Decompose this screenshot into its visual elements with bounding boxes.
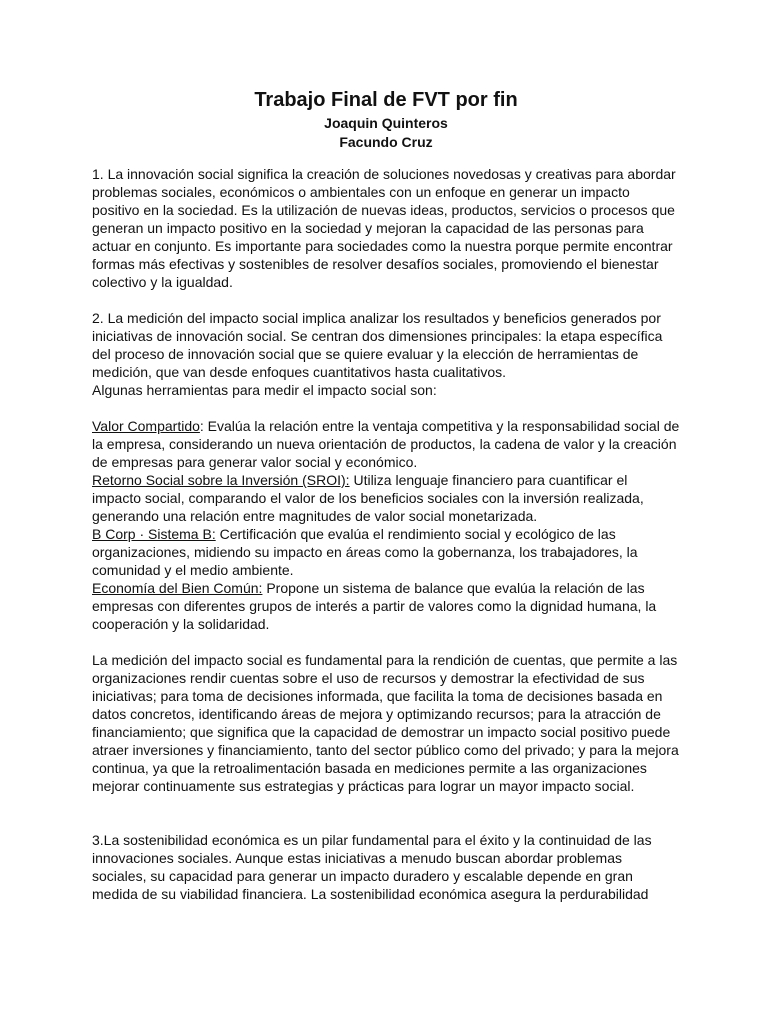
section-2-intro-paragraph: 2. La medición del impacto social implica analizar los resultados y beneficios generados por iniciativas de innovación social. Se centran dos dimensiones principales: la etapa específica del proceso de innovación social que se quiere evaluar y la elección de herramientas de medición, que van desde enfoques cuantitativos hasta cualitativos. — [92, 310, 663, 380]
tool-item-b-corp — [92, 525, 680, 579]
tool-item-valor-compartido — [92, 417, 680, 471]
section-1-paragraph: 1. La innovación social significa la creación de soluciones novedosas y creativas para abordar problemas sociales, económicos o ambientales con un enfoque en generar un impacto positivo en la sociedad. Es la utilización de nuevas ideas, productos, servicios o procesos que generan un impacto positivo en la sociedad y mejoran la capacidad de las personas para actuar en conjunto. Es importante para sociedades como la nuestra porque permite encontrar formas más efectivas y sostenibles de resolver desafíos sociales, promoviendo el bienestar colectivo y la igualdad. — [92, 166, 676, 290]
tool-name: B Corp · Sistema B: — [92, 526, 216, 542]
author-list — [92, 114, 680, 152]
author-name: Joaquin Quinteros — [324, 115, 448, 131]
tool-item-sroi — [92, 471, 680, 525]
tool-name: Valor Compartido — [92, 418, 200, 434]
section-2-conclusion-paragraph: La medición del impacto social es fundamental para la rendición de cuentas, que permite a las organizaciones rendir cuentas sobre el uso de recursos y demostrar la efectividad de sus iniciativas; para toma de decisiones informada, que facilita la toma de decisiones basada en datos concretos, identificando áreas de mejora y optimizando recursos; para la atracción de financiamiento; que significa que la capacidad de demostrar un impacto social positivo puede atraer inversiones y financiamiento, tanto del sector público como del privado; y para la mejora continua, ya que la retroalimentación basada en mediciones permite a las organizaciones mejorar continuamente sus estrategias y prácticas para lograr un mayor impacto social. — [92, 652, 679, 794]
tool-description: : Evalúa la relación entre la ventaja competitiva y la responsabilidad social de la empresa, considerando un nueva orientación de productos, la cadena de valor y la creación de empresas para generar valor social y económico. — [92, 418, 680, 470]
tool-name: Economía del Bien Común: — [92, 580, 263, 596]
author-name: Facundo Cruz — [339, 134, 433, 150]
tool-name: Retorno Social sobre la Inversión (SROI): — [92, 472, 350, 488]
tool-description: Certificación que evalúa el rendimiento social y ecológico de las organizaciones, midiendo su impacto en áreas como la gobernanza, los trabajadores, la comunidad y el medio ambiente. — [92, 526, 638, 578]
tool-item-economia-bien-comun — [92, 579, 680, 633]
tool-description: Propone un sistema de balance que evalúa la relación de las empresas con diferentes grupos de interés a partir de valores como la dignidad humana, la cooperación y la solidaridad. — [92, 580, 657, 632]
section-2-lead-line: Algunas herramientas para medir el impacto social son: — [92, 382, 437, 398]
document-page — [92, 86, 680, 903]
section-3-paragraph: 3.La sostenibilidad económica es un pilar fundamental para el éxito y la continuidad de las innovaciones sociales. Aunque estas iniciativas a menudo buscan abordar problemas sociales, su capacidad para generar un impacto duradero y escalable depende en gran medida de su viabilidad financiera. La sostenibilidad económica asegura la perdurabilidad — [92, 832, 652, 902]
document-title: Trabajo Final de FVT por fin — [254, 89, 518, 111]
tool-description: Utiliza lenguaje financiero para cuantificar el impacto social, comparando el valor de los beneficios sociales con la inversión realizada, generando una relación entre magnitudes de valor social monetarizada. — [92, 472, 644, 524]
